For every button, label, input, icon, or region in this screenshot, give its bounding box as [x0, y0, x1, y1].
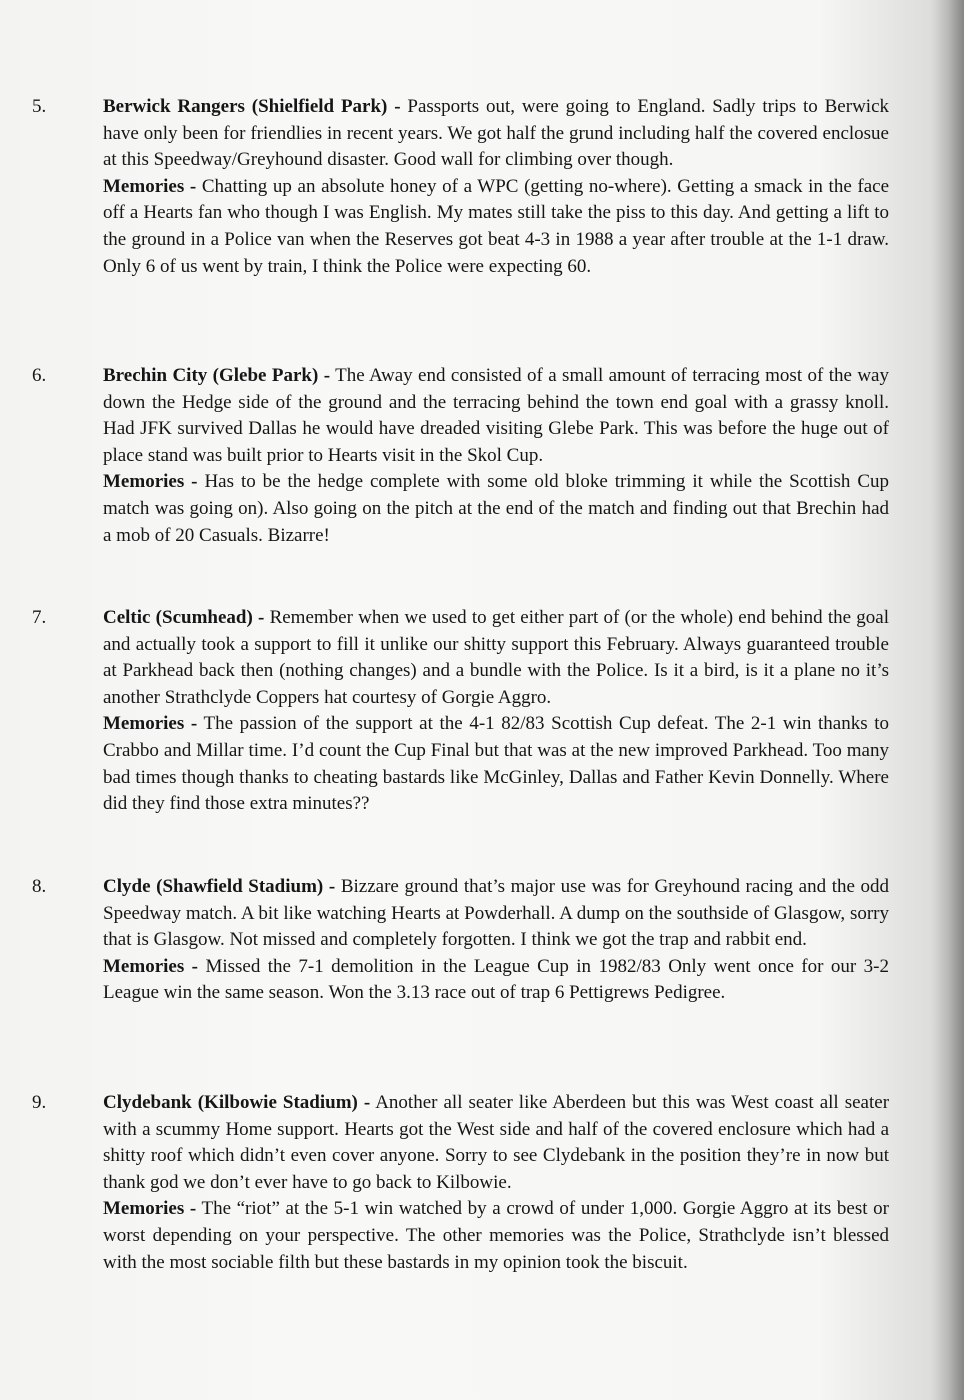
entry-text: Bizzare ground that’s major use was for Greyhound racing and the odd Speedway match. A bit like watching Hearts at Powderhall. A dump on the southside of Glasgow, sorry that is Glasgow. Not missed and completely forgotten. I think we got the trap and rabbit end. [103, 876, 890, 951]
entry-body [103, 874, 889, 1007]
entry-number: 9. [32, 1092, 47, 1113]
entry-body [103, 605, 889, 818]
memories-paragraph [103, 469, 889, 549]
memories-text: The passion of the support at the 4-1 82/83 Scottish Cup defeat. The 2-1 win thanks to Crabbo and Millar time. I’d count the Cup Final but that was at the new improved Parkhead. Too many bad times though thanks to cheating bastards like McGinley, Dallas and Father Kevin Donnelly. Where did they find those extra minutes?? [103, 713, 889, 815]
entry-paragraph [103, 605, 889, 711]
entry-text: The Away end consisted of a small amount of terracing most of the way down the Hedge side of the ground and the terracing behind the town end goal with a grassy knoll. Had JFK survived Dallas he would have dreaded visiting Glebe Park. This was before the huge out of place stand was built prior to Hearts visit in the Skol Cup. [103, 365, 889, 466]
entry-body [103, 1090, 889, 1276]
entry-number: 6. [32, 365, 47, 386]
memories-text: Has to be the hedge complete with some old bloke trimming it while the Scottish Cup match was going on). Also going on the pitch at the end of the match and finding out that Brechin had a mob of 20 Casuals. Bizarre! [103, 471, 889, 546]
memories-label: Memories - [103, 955, 198, 977]
entry-number: 5. [32, 96, 47, 117]
entry-number: 7. [32, 607, 47, 628]
entry-heading: Brechin City (Glebe Park) - [103, 365, 331, 386]
memories-paragraph [103, 711, 889, 817]
memories-label: Memories - [103, 471, 198, 493]
memories-label: Memories - [103, 713, 198, 735]
memories-label: Memories - [103, 1198, 197, 1220]
entry-paragraph [103, 874, 889, 954]
entry-text: Remember when we used to get either part of (or the whole) end behind the goal and actually took a support to fill it unlike our shitty support this February. Always guaranteed trouble at Parkhead back then (nothing changes) and a bundle with the Police. Is it a bird, is it a plane no it’s another Strathclyde Coppers hat courtesy of Gorgie Aggro. [103, 607, 890, 708]
memories-label: Memories - [103, 175, 197, 197]
entry-number: 8. [32, 876, 47, 897]
entry-paragraph [103, 363, 889, 469]
entry-text: Another all seater like Aberdeen but this was West coast all seater with a scummy Home support. Hearts got the West side and half of the covered enclosure which had a shitty roof which didn’t even cover anyone. Sorry to see Clydebank in the position they’re in now but thank god we don’t ever have to go back to Kilbowie. [103, 1092, 890, 1193]
memories-paragraph [103, 1196, 889, 1276]
entry-text: Passports out, were going to England. Sadly trips to Berwick have only been for friendlies in recent years. We got half the grund including half the covered enclosue at this Speedway/Greyhound disaster. Good wall for climbing over though. [103, 96, 890, 171]
page-spine-shadow [930, 0, 964, 1400]
memories-paragraph [103, 954, 889, 1007]
entry-paragraph [103, 94, 889, 174]
memories-paragraph [103, 174, 889, 280]
entry-body [103, 94, 889, 280]
memories-text: Chatting up an absolute honey of a WPC (getting no-where). Getting a smack in the face off a Hearts fan who though I was English. My mates still take the piss to this day. And getting a lift to the ground in a Police van when the Reserves got beat 4-3 in 1988 a year after trouble at the 1-1 draw. Only 6 of us went by train, I think the Police were expecting 60. [103, 175, 890, 277]
entry-heading: Celtic (Scumhead) - [103, 607, 265, 628]
entry-paragraph [103, 1090, 889, 1196]
entry-heading: Berwick Rangers (Shielfield Park) - [103, 96, 401, 117]
memories-text: Missed the 7-1 demolition in the League Cup in 1982/83 Only went once for our 3-2 League win the same season. Won the 3.13 race out of trap 6 Pettigrews Pedigree. [103, 955, 889, 1004]
entry-heading: Clydebank (Kilbowie Stadium) - [103, 1092, 371, 1113]
memories-text: The “riot” at the 5-1 win watched by a crowd of under 1,000. Gorgie Aggro at its best or worst depending on your perspective. The other memories was the Police, Strathclyde isn’t blessed with the most sociable filth but these bastards in my opinion took the biscuit. [103, 1198, 889, 1273]
entry-body [103, 363, 889, 549]
entry-heading: Clyde (Shawfield Stadium) - [103, 876, 336, 897]
